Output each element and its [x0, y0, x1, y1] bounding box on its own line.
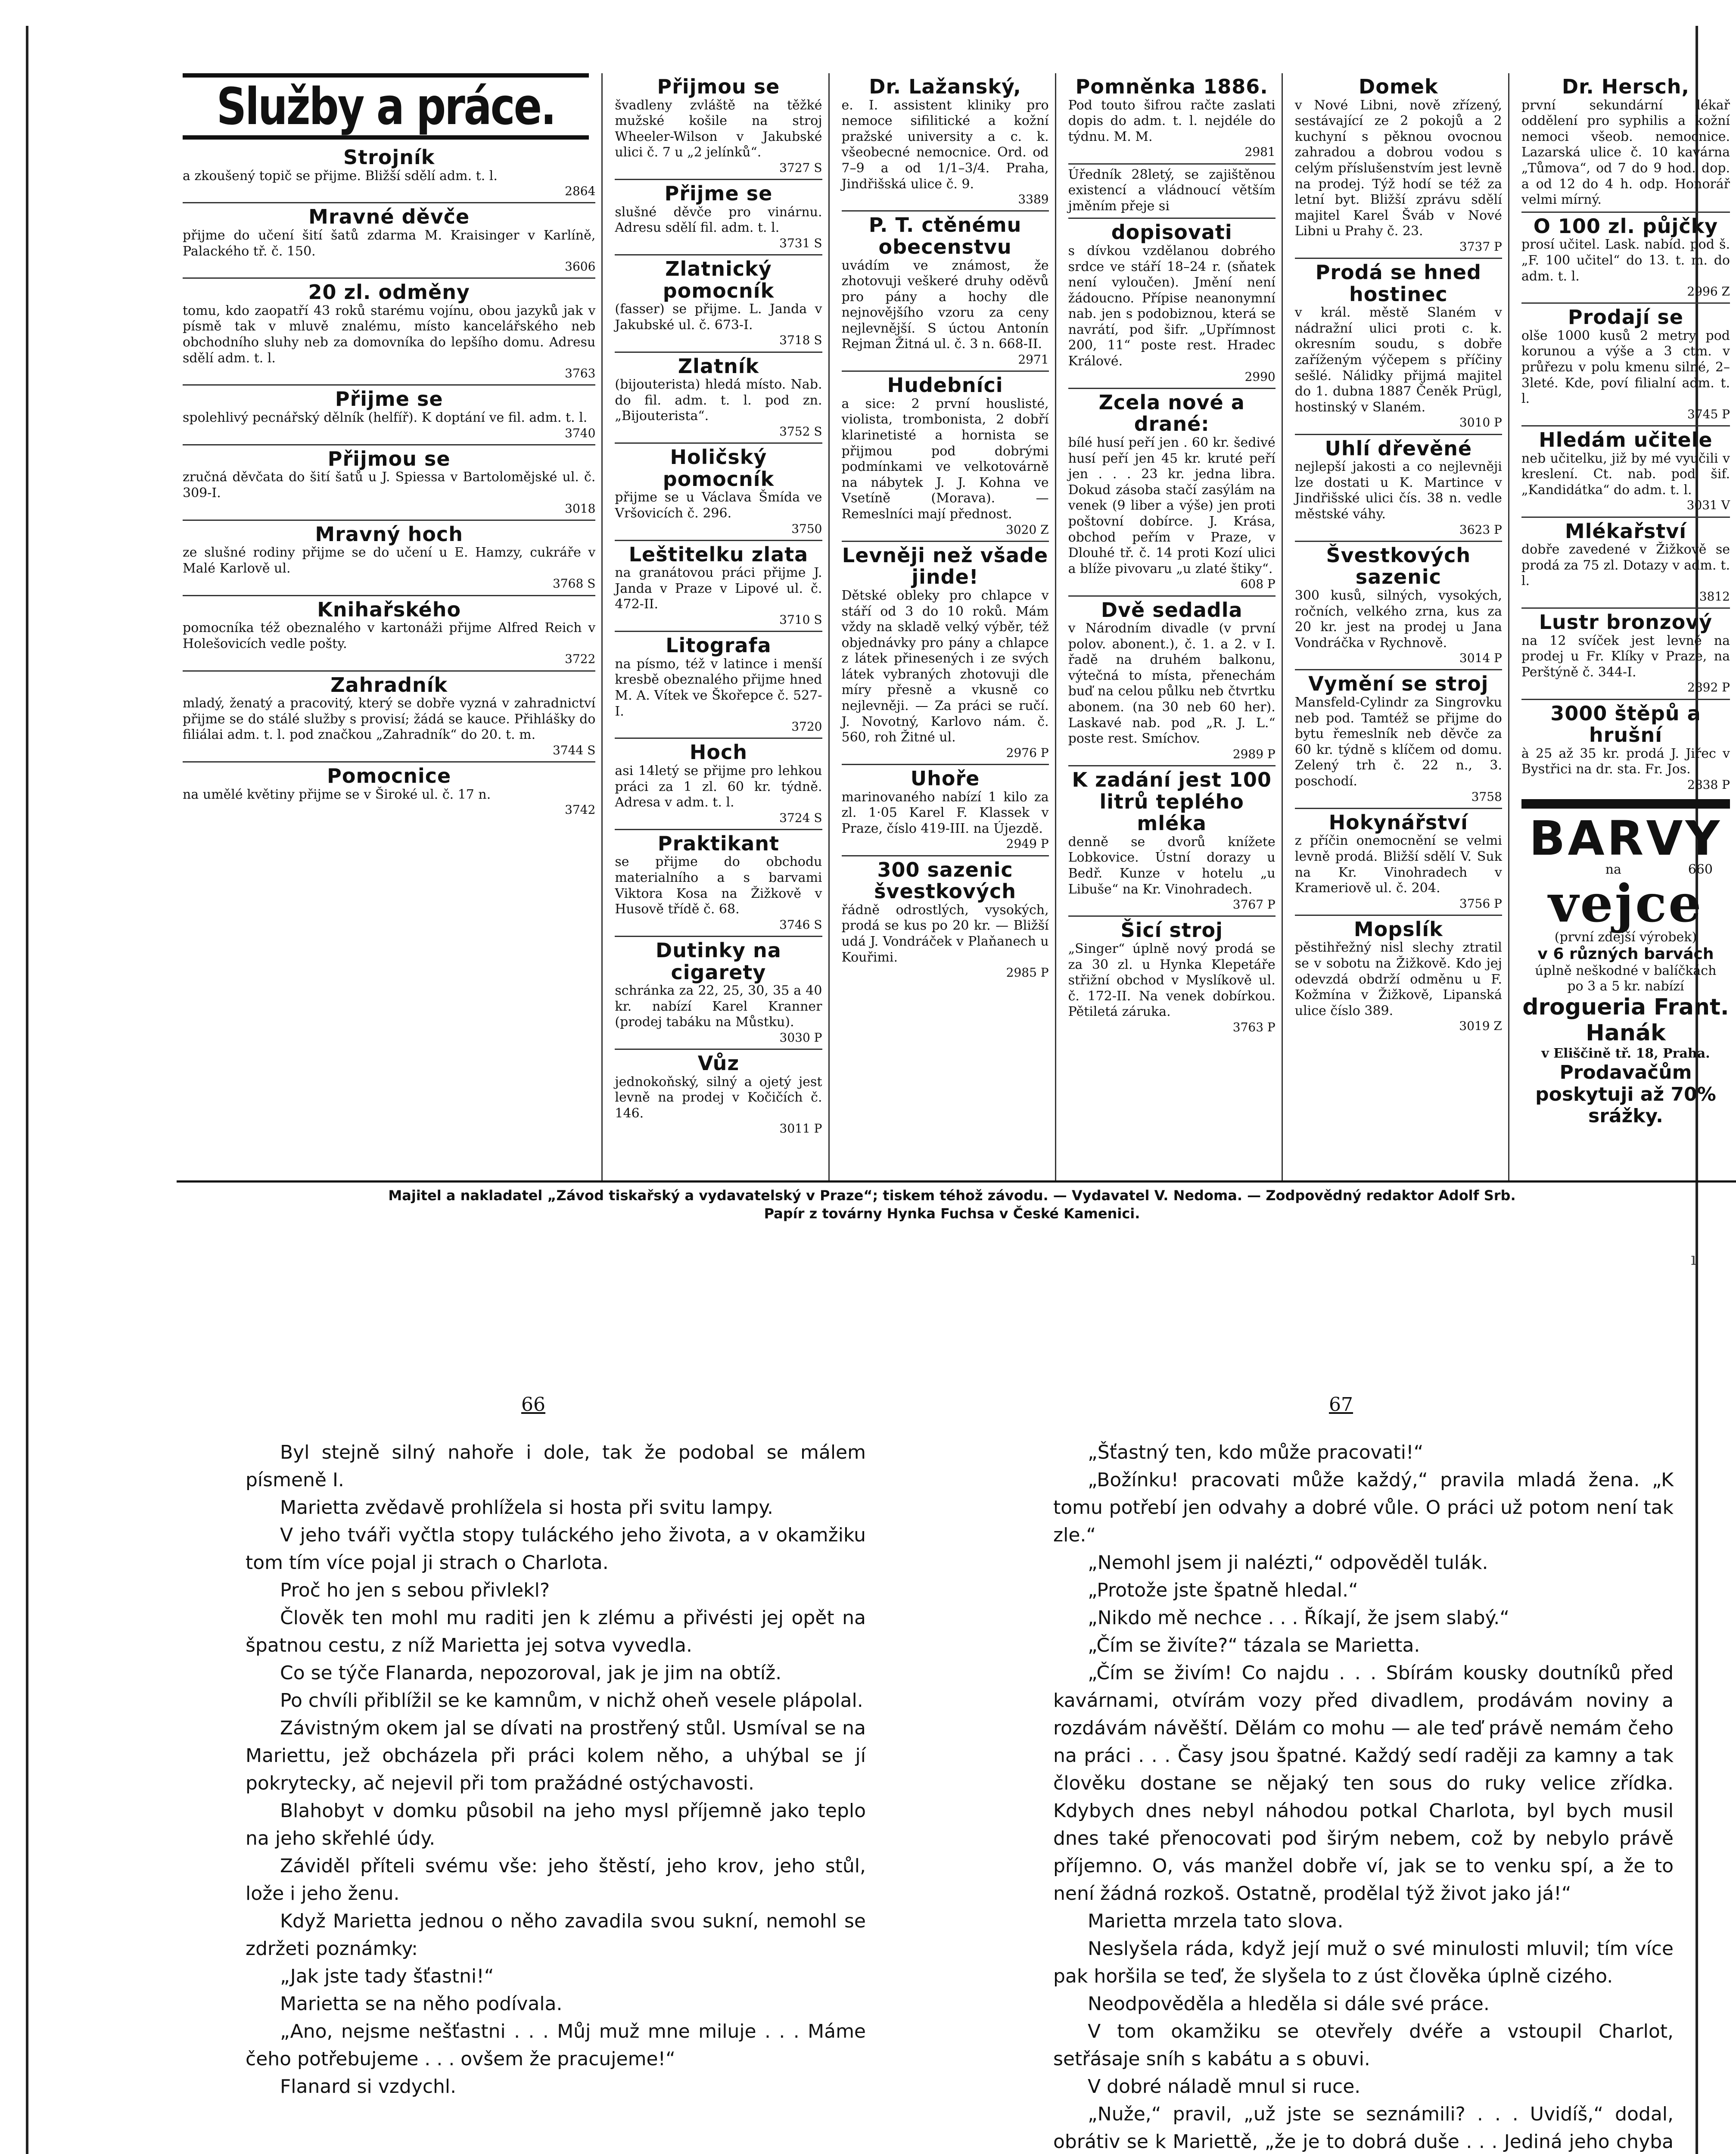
ad-text: řádně odrostlých, vysokých, prodá se kus po 20 kr. — Bližší udá J. Vondráček v Plaňanech u Kouřimi. [841, 902, 1049, 965]
barvy-line4: po 3 a 5 kr. nabízí [1567, 979, 1684, 994]
ad-text: ze slušné rodiny přijme se do učení u E. Hamzy, cukráře v Malé Karlově ul. [183, 545, 596, 576]
ad-code: 3720 [791, 719, 822, 734]
book-paragraph: „Božínku! pracovati může každý,“ pravila mladá žena. „K tomu potřebí jen odvahy a dobré vůle. O práci už potom není tak zle.“ [1053, 1469, 1674, 1546]
ad-text: (bijouterista) hledá místo. Nab. do fil. adm. t. l. pod zn. „Bijouterista“. [615, 377, 822, 424]
ad-title: Hudebníci [887, 374, 1003, 397]
left-page-number: 66 [521, 1394, 545, 1416]
ad-text: spolehlivý pecnářský dělník (helfíř). K doptání ve fil. adm. t. l. [183, 410, 588, 425]
ad-title: 20 zl. odměny [308, 280, 470, 304]
ad-item [1295, 916, 1502, 1037]
ad-item [183, 763, 595, 821]
ads-column-5 [1289, 73, 1509, 1180]
ad-code: 3722 [565, 652, 596, 666]
ad-code: 3744 S [553, 743, 596, 757]
ad-text: mladý, ženatý a pracovitý, který se dobře vyzná v zahradnictví přijme se do stálé služby s provisí; žádá se kauce. Přihlášky do filiálai adm. t. l. pod značkou „Zahradník“ do 20. t. m. [183, 696, 596, 743]
ad-item [183, 445, 595, 521]
ad-code: 3742 [565, 803, 596, 817]
ad-code: 3606 [565, 259, 596, 274]
ad-item [615, 632, 822, 739]
ad-text: tomu, kdo zaopatří 43 roků starému vojínu, obou jazyků jak v písmě tak v mluvě znalému, místo kancelářského neb obchodního sluhy neb za domovníka do lepšího domu. Adresu sdělí adm. t. l. [183, 303, 596, 366]
ad-text: jednokoňský, silný a ojetý jest levně na prodej v Kočičích č. 146. [615, 1074, 822, 1121]
section-title: Služby a práce. [183, 73, 589, 140]
ad-title: Zlatnický pomocník [663, 257, 775, 302]
ad-item [1068, 389, 1276, 597]
ad-title: Praktikant [657, 831, 780, 855]
ad-code: 3737 P [1459, 239, 1502, 254]
ad-item [615, 1050, 822, 1140]
ad-code: 2989 P [1232, 747, 1276, 761]
ad-item [1521, 304, 1730, 426]
book-paragraph: Co se týče Flanarda, nepozoroval, jak je jim na obtíž. [280, 1662, 782, 1684]
ad-title: Přijme se [664, 182, 773, 205]
ad-text: na granátovou práci přijme J. Janda v Praze v Lipové ul. č. 472-II. [615, 565, 822, 612]
ad-title: K zadání jest 100 litrů teplého mléka [1072, 768, 1272, 835]
ad-text: z příčin onemocnění se velmi levně prodá. Bližší sdělí V. Suk na Kr. Vinohradech v Krameriově ul. č. 204. [1294, 833, 1502, 896]
ad-title: Přijmou se [657, 75, 780, 98]
book-paragraph: „Nikdo mě nechce . . . Říkají, že jsem slabý.“ [1088, 1607, 1510, 1629]
ad-title: Litografa [666, 634, 772, 657]
ad-title: Mlékařství [1565, 519, 1687, 543]
ad-item [1295, 259, 1502, 435]
ad-title: Zcela nové a drané: [1098, 390, 1245, 436]
ad-code: 3758 [1471, 789, 1502, 804]
ad-item [842, 73, 1049, 212]
ads-column-3 [836, 73, 1056, 1180]
ads-column-4 [1062, 73, 1283, 1180]
ad-code: 3727 S [779, 160, 822, 175]
ad-item [1521, 426, 1730, 518]
imprint [220, 1187, 1684, 1223]
ad-title: Přijmou se [327, 447, 451, 470]
book-paragraph: V dobré náladě mnul si ruce. [1088, 2076, 1361, 2098]
ad-code: 3389 [1018, 192, 1049, 207]
right-page-text [1053, 1439, 1674, 2154]
ads-list-col6 [1521, 73, 1730, 796]
ad-title: Holičský pomocník [663, 445, 775, 491]
ad-code: 3763 P [1232, 1020, 1276, 1034]
ad-title: Šicí stroj [1120, 918, 1223, 942]
ad-item [1295, 809, 1502, 916]
book-paragraph: Po chvíli přiblížil se ke kamnům, v nichž oheň vesele plápolal. [280, 1690, 863, 1712]
ad-text: prosí učitel. Lask. nabíd. pod š. „F. 100 učitel“ do 13. t. m. do adm. t. l. [1521, 237, 1730, 284]
imprint-line1: Majitel a nakladatel „Závod tiskařský a vydavatelský v Praze“; tiskem téhož závodu. — Vydavatel V. Nedoma. — Zodpovědný redaktor Adolf Srb. [388, 1187, 1516, 1204]
ad-text: přijme do učení šití šatů zdarma M. Kraisinger v Karlíně, Palackého tř. č. 150. [183, 227, 596, 259]
ad-text: schránka za 22, 25, 30, 35 a 40 kr. nabízí Karel Kranner (prodej tabáku na Můstku). [615, 983, 822, 1030]
ad-code: 2949 P [1006, 837, 1049, 851]
ad-text: 300 kusů, silných, vysokých, ročních, velkého zrna, kus za 20 kr. jest na prodej u Jana Vondráčka v Rychnově. [1294, 588, 1502, 651]
ad-title: P. T. ctěnému obecenstvu [868, 213, 1022, 258]
ad-item [1295, 670, 1502, 809]
ad-text: v Nové Libni, nově zřízený, sestávající ze 2 pokojů a 2 kuchyní s pěknou ovocnou zahradou a dobrou vodou s celým příslušenstvím jest levně na prodej. Týž hodí se též za letní byt. Bližší zprávu sdělí majitel Karel Šváb v Nové Libni u Prahy č. 23. [1294, 97, 1502, 239]
ad-title: Lustr bronzový [1539, 610, 1713, 634]
ad-title: Mravné děvče [308, 205, 470, 229]
ad-item [842, 372, 1049, 542]
ad-code: 3623 P [1459, 522, 1502, 537]
ad-item [1295, 435, 1502, 542]
ad-code: 2971 [1018, 352, 1049, 367]
book-paragraph: „Protože jste špatně hledal.“ [1088, 1579, 1358, 1601]
book-paragraph: V tom okamžiku se otevřely dvéře a vstoupil Charlot, setřásaje sníh s kabátu a s obuvi. [1053, 2020, 1674, 2070]
book-paragraph: Člověk ten mohl mu raditi jen k zlému a přivésti jej opět na špatnou cestu, z níž Marietta jej sotva vyvedla. [246, 1607, 866, 1656]
ad-text: uvádím ve známost, že zhotovuji veškeré druhy oděvů pro pány a hochy dle nejnovějšího vzoru za ceny nejlevnější. S úctou Antonín Rejman Žitná ul. č. 3 n. 668-II. [841, 258, 1049, 352]
left-page-text [246, 1439, 866, 2101]
barvy-line3: úplně neškodné v balíčkách [1535, 963, 1717, 978]
ad-code: 608 P [1240, 577, 1276, 591]
ad-title: Dvě sedadla [1101, 598, 1243, 622]
ad-item [183, 521, 595, 596]
ad-item [1521, 700, 1730, 796]
barvy-sale: Prodavačům poskytuji až 70% srážky. [1535, 1061, 1716, 1127]
book-paragraph: „Nuže,“ pravil, „už jste se seznámili? . . . Uvidíš,“ dodal, obrátiv se k Mariettě, „že je to dobrá duše . . . Jediná jeho chyba [1053, 2103, 1674, 2153]
book-paragraph: Neodpověděla a hleděla si dále své práce. [1088, 1993, 1490, 2015]
ad-code: 3030 P [779, 1030, 822, 1045]
ad-code: 3752 S [779, 424, 822, 439]
ad-text: na umělé květiny přijme se v Široké ul. č. 17 n. [183, 787, 491, 802]
imprint-line2: Papír z továrny Hynka Fuchsa v České Kamenici. [764, 1205, 1140, 1222]
ad-text: v Národním divadle (v první polov. abonent.), č. 1. a 2. v I. řadě na druhém balkonu, výtečná to místa, přenechám buď na celou půlku neb čtvrtku abonem. (na 30 neb 60 her). Laskavé nab. pod „R. J. L.“ poste rest. Smíchov. [1068, 621, 1276, 747]
ad-text: e. I. assistent kliniky pro nemoce sifilitické a kožní pražské university a c. k. všeobecné nemocnice. Ord. od 7–9 a od 1/1–3/4. Praha, Jindřišská ulice č. 9. [841, 97, 1049, 192]
ad-text: neb učitelku, již by mé vyučili v kreslení. Ct. nab. pod šif. „Kandidátka“ do adm. t. l. [1521, 451, 1730, 498]
ad-text: asi 14letý se přijme pro lehkou práci za 1 zl. 60 kr. týdně. Adresa v adm. t. l. [615, 763, 822, 810]
ad-text: à 25 až 35 kr. prodá J. Jiřec v Bystřici na dr. sta. Fr. Jos. [1521, 746, 1730, 777]
ad-item [183, 279, 595, 386]
ad-text: pěstihřežný nisl slechy ztratil se v sobotu na Žižkově. Kdo jej odevzdá obdrží odměnu u F. Kožmína v Žižkově, Lipanská ulice číslo 389. [1294, 940, 1502, 1018]
ad-title: Leštitelku zlata [628, 542, 809, 566]
ad-code: 3018 [565, 501, 596, 516]
ad-code: 3731 S [779, 236, 822, 250]
ad-text: nejlepší jakosti a co nejlevněji lze dostati u K. Martince v Jindřišské ulici čís. 38 n. vedle městské váhy. [1294, 459, 1502, 522]
ad-code: 3010 P [1459, 415, 1502, 430]
ad-item [1521, 609, 1730, 700]
ad-title: Strojník [343, 146, 435, 169]
ad-text: Úředník 28letý, se zajištěnou existencí a vládnoucí větším jměním přeje si [1068, 167, 1276, 214]
ad-text: zručná děvčata do šití šatů u J. Spiessa v Bartolomějské ul. č. 309-I. [183, 470, 596, 501]
ad-text: s dívkou vzdělanou dobrého srdce ve stáří 18–24 r. (sňatek není vyloučen). Jmění není žádoucno. Přípise neanonymní nab. jen s podobiznou, která se navrátí, pod šifr. „Upřímnost 200, 11“ poste rest. Hradec Králové. [1068, 243, 1276, 369]
ads-list-col3 [842, 73, 1049, 984]
ad-title: Mravný hoch [315, 522, 463, 546]
ad-code: 3768 S [553, 576, 596, 591]
ad-item [1521, 213, 1730, 304]
ad-text: pomocníka též obeznalého v kartonáži přijme Alfred Reich v Holešovicích vedle pošty. [183, 620, 596, 651]
ad-title: Prodá se hned hostinec [1315, 261, 1481, 306]
barvy-line2: v 6 různých barvách [1537, 945, 1714, 963]
ad-text: přijme se u Václava Šmída ve Vršovicích č. 296. [615, 490, 822, 521]
ad-item [842, 212, 1049, 372]
ad-title: Levněji než všade jinde! [842, 543, 1048, 589]
barvy-na: na [1605, 862, 1621, 878]
ad-code: 3724 S [779, 810, 822, 825]
ad-text: Mansfeld-Cylindr za Singrovku neb pod. Tamtéž se přijme do bytu řemeslník neb děvče za 60 kr. týdně s klíčem od domu. Zelený trh č. 22 n., 3. poschodí. [1294, 695, 1502, 789]
ad-code: 2976 P [1006, 745, 1049, 760]
ad-item [615, 541, 822, 632]
ad-item [1068, 165, 1276, 219]
ads-list-col4 [1068, 73, 1276, 1038]
ad-title: Dutinky na cigarety [656, 938, 781, 984]
ads-list-col2 [615, 73, 822, 1140]
ad-title: Hoch [689, 741, 747, 764]
ad-text: v král. městě Slaném v nádražní ulici proti c. k. okresním soudu, s dobře zaříženým výčepem s příčiny sešlé. Nálidky přijmá majitel do 1. dubna 1887 Čeněk Prügl, hostinský v Slaném. [1294, 305, 1502, 415]
ad-title: Vůz [697, 1052, 740, 1075]
book-paragraph: Záviděl příteli svému vše: jeho štěstí, jeho krov, jeho stůl, lože i jeho ženu. [246, 1855, 866, 1905]
book-paragraph: „Jak jste tady šťastni!“ [280, 1965, 494, 1987]
book-paragraph: „Čím se živím! Co najdu . . . Sbírám kousky doutníků před kavárnami, otvírám vozy před divadlem, prodávám noviny a rozdávám návěští. Dělám co mohu — ale teď právě nemám čeho na práci . . . Časy jsou špatné. Každý sedí raději za kamny a tak člověku dostane se nějaký ten sous do ruky velice zřídka. Kdybych dnes nebyl náhodou potkal Charlota, byl bych musil dnes také přenocovati pod širým nebem, což by nebylo právě příjemno. O, vás manžel dobře ví, jak se to venku spí, a že to není žádná rozkoš. Ostatně, prodělal týž život jako já!“ [1053, 1662, 1674, 1905]
ad-code: 3745 P [1687, 407, 1730, 421]
ad-code: 2864 [565, 184, 596, 199]
book-paragraph: „Šťastný ten, kdo může pracovati!“ [1088, 1441, 1424, 1463]
ad-code: 2990 [1244, 369, 1276, 384]
book-paragraph: Neslyšela ráda, když její muž o své minulosti mluvil; tím více pak horšila se teď, že slyšela to z úst člověka úplně cizého. [1053, 1938, 1674, 1987]
book-paragraph: Marietta se na něho podívala. [280, 1993, 563, 2015]
ad-code: 3746 S [779, 917, 822, 932]
ad-text: dobře zavedené v Žižkově se prodá za 75 zl. Dotazy v adm. t. l. [1521, 542, 1730, 589]
barvy-ad [1521, 812, 1730, 1131]
ad-title: Mopslík [1353, 917, 1443, 941]
ad-item [183, 203, 595, 279]
ad-code: 3812 [1699, 589, 1730, 604]
ad-code: 3020 Z [1006, 522, 1049, 537]
right-page-number: 67 [1329, 1394, 1353, 1416]
ad-title: Uhlí dřevěné [1325, 436, 1472, 460]
ad-item [1068, 219, 1276, 389]
ads-column-6 [1515, 73, 1736, 1180]
ad-code: 3763 [565, 366, 596, 381]
book-paragraph: Marietta zvědavě prohlížela si hosta při svitu lampy. [280, 1497, 773, 1519]
barvy-firm: drogueria Frant. Hanák [1522, 994, 1729, 1046]
ad-text: se přijme do obchodu materialního a s barvami Viktora Kosa na Žižkově v Husově třídě č. 68. [615, 854, 822, 917]
ad-code: 3767 P [1232, 897, 1276, 912]
ad-item [1068, 73, 1276, 165]
ads-column-1 [177, 73, 603, 1180]
ad-title: Domek [1359, 75, 1438, 98]
ad-title: O 100 zl. půjčky [1533, 214, 1718, 238]
barvy-vejce: vejce [1548, 873, 1703, 934]
ad-item [183, 386, 595, 445]
ad-text: Dětské obleky pro chlapce v stáří od 3 do 10 roků. Mám vždy na skladě velký výběr, též objednávky pro pány a chlapce z látek přinesených i ze svých látek vybraných zhotovuji dle míry přesně a vkusně co nejlevněji. — Za práci se ručí. J. Novotný, Karlovo nám. č. 560, roh Žitné ul. [841, 588, 1049, 745]
ad-code: 2892 P [1687, 680, 1730, 695]
ad-code: 3019 Z [1459, 1019, 1502, 1033]
ad-title: Švestkových sazenic [1326, 543, 1471, 589]
ad-text: Pod touto šifrou račte zaslati dopis do adm. t. l. nejdéle do týdnu. M. M. [1068, 97, 1276, 144]
ad-item [1521, 518, 1730, 609]
ad-item [183, 144, 595, 203]
ad-text: na 12 svíček jest levně na prodej u Fr. Klíky v Praze, na Perštýně č. 344-I. [1521, 633, 1730, 680]
ad-title: Prodají se [1568, 305, 1683, 329]
book-paragraph: „Ano, nejsme nešťastni . . . Můj muž mne miluje . . . Máme čeho potřebujeme . . . ovšem že pracujeme!“ [246, 2020, 866, 2070]
ad-item [842, 542, 1049, 765]
ad-code: 3756 P [1459, 896, 1502, 911]
ad-item [183, 596, 595, 672]
ad-code: 2996 Z [1687, 284, 1730, 299]
ad-text: první sekundární lékař oddělení pro syphilis a kožní nemoci všeob. nemocnice. Lazarská ulice č. 10 kavárna „Tůmova“, od 7 do 9 hod. dop. a od 12 do 4 h. odp. Honorář velmi mírný. [1521, 97, 1730, 208]
ad-title: Uhoře [910, 767, 980, 790]
ad-code: 2985 P [1006, 965, 1049, 980]
ad-item [842, 765, 1049, 856]
book-paragraph: „Čím se živíte?“ tázala se Marietta. [1088, 1634, 1420, 1656]
ad-item [615, 73, 822, 180]
ad-item [183, 672, 595, 763]
ad-item [615, 444, 822, 541]
ad-title: Dr. Hersch, [1562, 75, 1689, 98]
ad-title: Dr. Lažanský, [869, 75, 1021, 98]
classified-ads [177, 73, 1736, 1183]
ad-title: Zahradník [330, 673, 448, 697]
ad-code: 2838 P [1687, 777, 1730, 792]
divider-rule [1521, 799, 1730, 809]
ad-item [615, 937, 822, 1050]
ad-text: „Singer“ úplně nový prodá se za 30 zl. u Hynka Klepetáře střižní obchod v Myslíkově ul. č. 172-II. Na venek dobírkou. Pětiletá záruka. [1068, 941, 1276, 1020]
ad-text: denně se dvorů knížete Lobkovice. Ústní dorazy u Bedř. Kunze v hotelu „u Libuše“ na Kr. Vinohradech. [1068, 834, 1276, 897]
book-paragraph: Flanard si vzdychl. [280, 2076, 457, 2098]
book-paragraph: Blahobyt v domku působil na jeho mysl příjemně jako teplo na jeho skřehlé údy. [246, 1800, 866, 1849]
ad-item [615, 830, 822, 937]
ad-title: Hledám učitele [1539, 428, 1713, 451]
ad-item [615, 180, 822, 255]
ad-code: 3014 P [1459, 651, 1502, 666]
barvy-count: 660 [1688, 862, 1713, 878]
ad-code: 3750 [791, 521, 822, 536]
book-paragraph: „Nemohl jsem ji nalézti,“ odpověděl tulák. [1088, 1552, 1488, 1574]
ad-code: 3740 [565, 426, 596, 440]
margin-tick: ı [1691, 1249, 1696, 1269]
ad-title: 3000 štěpů a hrušní [1550, 701, 1701, 747]
ad-text: na písmo, též v latince i menší kresbě obeznalého přijme hned M. A. Vítek ve Škořepce č. 527-I. [615, 656, 822, 719]
ad-title: Hokynářství [1328, 810, 1468, 834]
book-paragraph: Když Marietta jednou o něho zavadila svou sukní, nemohl se zdržeti poznámky: [246, 1910, 866, 1960]
ad-title: Zlatník [678, 354, 759, 378]
book-paragraph: V jeho tváři vyčtla stopy tuláckého jeho života, a v okamžiku tom tím více pojal ji strach o Charlota. [246, 1524, 866, 1574]
ad-code: 3031 V [1686, 498, 1730, 513]
barvy-title: BARVY [1529, 811, 1723, 866]
ad-text: marinovaného nabízí 1 kilo za zl. 1·05 Karel F. Klassek v Praze, číslo 419-III. na Újezdě. [841, 789, 1049, 836]
ad-item [1068, 597, 1276, 767]
ad-title: 300 sazenic švestkových [874, 858, 1016, 903]
ad-item [615, 255, 822, 353]
ads-column-2 [609, 73, 829, 1180]
ad-text: a zkoušený topič se přijme. Bližší sdělí adm. t. l. [183, 168, 498, 184]
ad-title: Pomocnice [327, 764, 451, 788]
ad-code: 3011 P [779, 1121, 822, 1136]
ad-code: 3718 S [779, 333, 822, 348]
ad-title: Přijme se [335, 387, 443, 411]
ad-item [1295, 73, 1502, 259]
ad-item [615, 353, 822, 444]
ad-text: švadleny zvláště na těžké mužské košile na stroj Wheeler-Wilson v Jakubské ulici č. 7 u „2 jelínků“. [615, 97, 822, 160]
ad-item [842, 856, 1049, 984]
ad-code: 2981 [1244, 145, 1276, 159]
ad-text: olše 1000 kusů 2 metry pod korunou a výše a 3 ctm. v průřezu v polu kmenu silné, 2–3leté. Kde, poví filialní adm. t. l. [1521, 328, 1730, 407]
ad-text: slušné děvče pro vinárnu. Adresu sdělí fil. adm. t. l. [615, 204, 822, 236]
ad-item [615, 739, 822, 830]
book-paragraph: Závistným okem jal se dívati na prostřený stůl. Usmíval se na Mariettu, jež obcházela při práci kolem něho, a uhýbal se jí pokryteckу, ač nejevil při tom pražádné ostýchavosti. [246, 1717, 866, 1794]
ad-item [1295, 542, 1502, 671]
barvy-address: v Eliščině tř. 18, Praha. [1541, 1046, 1710, 1061]
ads-list-col1 [183, 144, 595, 821]
barvy-line1: (první zdejší výrobek) [1554, 929, 1697, 945]
ad-text: (fasser) se přijme. L. Janda v Jakubské ul. č. 673-I. [615, 302, 822, 333]
ads-list-col5 [1295, 73, 1502, 1037]
ad-code: 3710 S [779, 613, 822, 627]
book-paragraph: Byl stejně silný nahoře i dole, tak že podobal se málem písmeně I. [246, 1441, 866, 1491]
ad-title: Pomněnka 1886. [1075, 75, 1268, 98]
ad-item [1068, 917, 1276, 1038]
ad-item [1068, 766, 1276, 917]
ad-title: dopisovati [1111, 221, 1232, 244]
ad-title: Vymění se stroj [1308, 672, 1489, 696]
book-paragraph: Proč ho jen s sebou přivlekl? [280, 1579, 550, 1601]
ad-title: Knihařského [317, 598, 461, 621]
ad-item [1521, 73, 1730, 213]
ad-text: a sice: 2 první houslisté, violista, trombonista, 2 dobří klarinetisté a hornista se přijmou pod dobrými podmínkami ve velkotovárně na nábytek J. J. Kohna ve Vsetíně (Morava). — Remeslníci mají přednost. [841, 396, 1049, 522]
ad-text: bílé husí peří jen . 60 kr. šedivé husí peří jen 45 kr. kruté peří jen . . . 23 kr. jedna libra. Dokud zásoba stačí zasýlám na venek (9 liber a výše) jen proti poštovní dobírce. J. Krása, obchod peřím v Praze, v Dlouhé tř. č. 14 proti Kozí ulici a blíže pivovaru „u zlaté štiky“. [1068, 435, 1276, 576]
book-paragraph: Marietta mrzela tato slova. [1088, 1910, 1344, 1932]
